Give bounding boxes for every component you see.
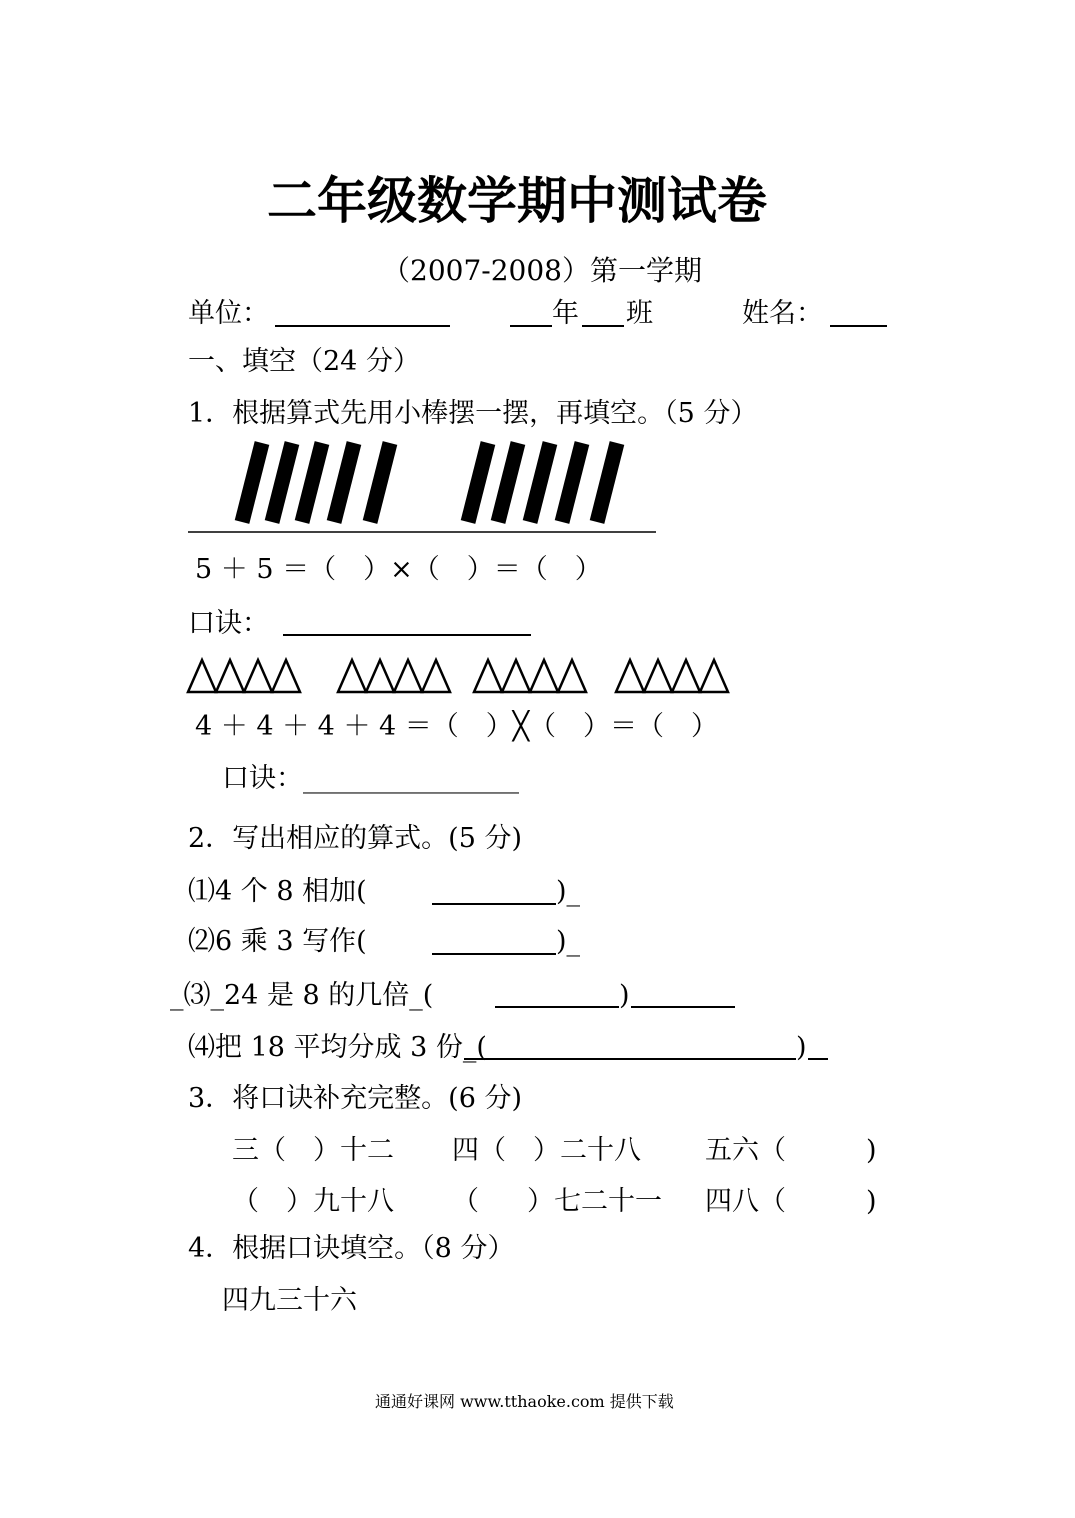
footer-credit: 通通好课网 www.tthaoke.com 提供下载 [375, 1392, 674, 1411]
q2-item-3: _⑶_24 是 8 的几倍_( [170, 980, 434, 1011]
triangle [616, 660, 644, 692]
triangle [366, 660, 394, 692]
unit-label: 单位： [188, 298, 269, 329]
q2-item-4-end: ) [796, 1032, 807, 1063]
q2-prompt: 2．写出相应的算式。(5 分) [188, 823, 523, 854]
q3-row2-item-3-end: ) [866, 1186, 877, 1217]
triangle [422, 660, 450, 692]
q3-row2-item-2: ）七二十一 [527, 1186, 662, 1217]
q1-prompt: 1．根据算式先用小棒摆一摆，再填空。（5 分） [188, 398, 758, 429]
q2-answer-blank-1[interactable] [432, 903, 556, 905]
q2-answer-blank-4[interactable] [464, 1058, 796, 1060]
q2-trailing-line-4 [808, 1058, 828, 1060]
q2-item-4: ⑷把 18 平均分成 3 份_( [188, 1032, 487, 1063]
q4-line-1: 四九三十六 [222, 1285, 357, 1316]
triangle [216, 660, 244, 692]
q3-row1-item-3: 五六（ [705, 1135, 786, 1166]
q4-prompt: 4．根据口诀填空。（8 分） [188, 1233, 515, 1264]
q2-answer-blank-2[interactable] [432, 953, 556, 955]
q3-row1-item-2: 四（ ）二十八 [452, 1135, 641, 1166]
q2-trailing-line-3 [631, 1006, 735, 1008]
q1-expression-1: 5 ＋ 5 ＝（ ）×（ ）＝（ ） [195, 554, 602, 585]
q2-item-3-end: ) [619, 980, 630, 1011]
triangle [530, 660, 558, 692]
grade-label: 年 [552, 298, 579, 329]
triangle [188, 660, 216, 692]
q3-row2-item-3: 四八（ [705, 1186, 786, 1217]
q3-row1-item-3-end: ) [866, 1135, 877, 1166]
section-heading: 一、填空（24 分） [188, 346, 420, 377]
q1-expression-2: 4 ＋ 4 ＋ 4 ＋ 4 ＝（ ）╳（ ）＝（ ） [195, 711, 719, 742]
triangle [700, 660, 728, 692]
triangle [558, 660, 586, 692]
triangle [474, 660, 502, 692]
q3-row1-item-1: 三（ ）十二 [232, 1135, 394, 1166]
triangle [672, 660, 700, 692]
name-label: 姓名： [742, 298, 823, 329]
triangles-figure [0, 0, 1075, 700]
q2-item-2: ⑵6 乘 3 写作( [188, 926, 367, 957]
triangle [338, 660, 366, 692]
page-title: 二年级数学期中测试卷 [267, 172, 767, 230]
triangle [644, 660, 672, 692]
class-label: 班 [626, 298, 653, 329]
q2-answer-blank-3[interactable] [495, 1006, 619, 1008]
q3-row2-item-2-open: （ [452, 1186, 479, 1217]
q3-row2-item-1: （ ）九十八 [232, 1186, 394, 1217]
q2-item-2-end: )_ [556, 926, 581, 957]
q3-prompt: 3．将口诀补充完整。(6 分) [188, 1083, 523, 1114]
q1-koujue-label-1: 口诀： [188, 608, 269, 639]
triangle [244, 660, 272, 692]
triangle [502, 660, 530, 692]
q2-item-1: ⑴4 个 8 相加( [188, 876, 367, 907]
q1-koujue-2: 口诀：________________ [222, 763, 519, 794]
triangle [394, 660, 422, 692]
subtitle: （2007-2008）第一学期 [382, 254, 702, 287]
q2-item-1-end: )_ [556, 876, 581, 907]
triangle [272, 660, 300, 692]
